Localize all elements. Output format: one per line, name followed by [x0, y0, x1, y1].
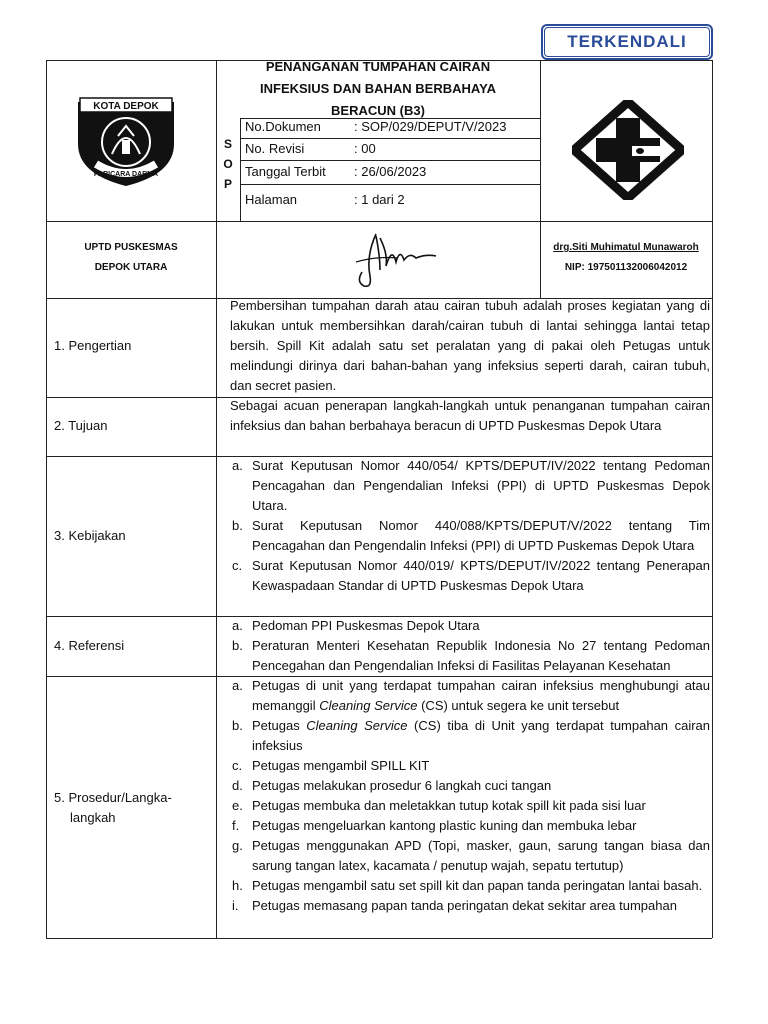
list-text: Surat Keputusan Nomor 440/054/ KPTS/DEPUT/IV/2022 tentang Pedoman Pencagahan dan Pengendalian Infeksi (PPI) di UPTD Puskesmas Depok Utara.: [252, 458, 710, 513]
list-item: e. Petugas membuka dan meletakkan tutup kotak spill kit pada sisi luar: [232, 796, 710, 816]
puskesmas-logo: [572, 100, 684, 200]
terkendali-stamp: [541, 24, 713, 60]
meta-label-tanggal-terbit: Tanggal Terbit: [245, 164, 326, 179]
list-marker: f.: [232, 818, 240, 833]
list-marker: b.: [232, 638, 243, 653]
meta-label-no-dokumen: No.Dokumen: [245, 119, 321, 134]
title-line-1: PENANGANAN TUMPAHAN CAIRAN: [265, 59, 491, 74]
list-text: Peraturan Menteri Kesehatan Republik Indonesia No 27 tentang Pedoman Pencegahan dan Pengendalian Infeksi di Fasilitas Pelayanan Kesehatan: [252, 638, 710, 673]
meta-value-tanggal-terbit: : 26/06/2023: [354, 164, 427, 179]
sop-letter-s: S: [223, 137, 232, 151]
section-label-kebijakan: 3. Kebijakan: [54, 528, 126, 543]
list-item: [232, 636, 710, 676]
list-marker: c.: [232, 558, 243, 573]
list-item: a. Petugas di unit yang terdapat tumpahan cairan infeksius menghubungi atau memanggil Cleaning Service (CS) untuk segera ke unit tersebut: [232, 678, 710, 713]
list-item: g. Petugas menggunakan APD (Topi, masker, gaun, sarung tangan biasa dan sarung tangan latex, kacamata / penutup wajah, sepatu tertutup): [232, 838, 710, 873]
signature: [336, 226, 446, 292]
list-item: [232, 556, 710, 596]
list-text: Surat Keputusan Nomor 440/088/KPTS/DEPUT/V/2022 tentang Tim Pencagahan dan Pengendalin Infeksi (PPI) di UPTD Puskemas Depok Utara: [252, 518, 710, 553]
list-marker: a.: [232, 678, 243, 693]
title-line-2: INFEKSIUS DAN BAHAN BERBAHAYA: [260, 81, 496, 96]
prosedur-list: [232, 676, 710, 916]
section-label-pengertian: 1. Pengertian: [54, 338, 132, 353]
list-marker: i.: [232, 898, 239, 913]
document-title: [216, 56, 540, 122]
list-marker: a.: [232, 458, 243, 473]
signer-nip: NIP: 197501132006042012: [564, 262, 688, 273]
section-text-tujuan: Sebagai acuan penerapan langkah-langkah untuk penanganan tumpahan cairan infeksius dan bahan berbahaya beracun di UPTD Puskesmas Depok Utara: [230, 398, 710, 433]
signer-name: drg.Siti Muhimatul Munawaroh: [553, 242, 699, 253]
list-marker: d.: [232, 778, 243, 793]
list-text: Surat Keputusan Nomor 440/019/ KPTS/DEPUT/IV/2022 tentang Penerapan Kewaspadaan Standar di UPTD Puskesmas Depok Utara: [252, 558, 710, 593]
list-item: [232, 616, 710, 636]
sop-letter-o: O: [223, 157, 233, 171]
referensi-list: [232, 616, 710, 676]
list-marker: b.: [232, 518, 243, 533]
meta-label-no-revisi: No. Revisi: [245, 141, 305, 156]
kebijakan-list: [232, 456, 710, 596]
org-line-2: DEPOK UTARA: [94, 262, 168, 273]
list-item: [232, 456, 710, 516]
signer-block: [540, 238, 712, 278]
sop-letter-p: P: [223, 177, 232, 191]
list-text: Pedoman PPI Puskesmas Depok Utara: [252, 618, 480, 633]
prosedur-label-line-2: langkah: [70, 810, 116, 825]
svg-text:PARICARA DARMA: PARICARA DARMA: [93, 171, 159, 178]
prosedur-label-line-1: 5. Prosedur/Langka-: [54, 790, 172, 805]
list-marker: a.: [232, 618, 243, 633]
list-item: f. Petugas mengeluarkan kantong plastic kuning dan membuka lebar: [232, 816, 710, 836]
section-label-prosedur: [54, 788, 172, 828]
meta-value-no-revisi: : 00: [354, 141, 376, 156]
list-marker: h.: [232, 878, 243, 893]
list-item: c. Petugas mengambil SPILL KIT: [232, 756, 710, 776]
org-name: [46, 238, 216, 278]
list-item: i. Petugas memasang papan tanda peringatan dekat sekitar area tumpahan: [232, 896, 710, 916]
list-marker: c.: [232, 758, 243, 773]
stamp-text: TERKENDALI: [544, 27, 710, 57]
kota-depok-logo: [74, 96, 178, 188]
list-item: [232, 516, 710, 556]
list-item: h. Petugas mengambil satu set spill kit dan papan tanda peringatan lantai basah.: [232, 876, 710, 896]
list-marker: e.: [232, 798, 243, 813]
section-text-pengertian: Pembersihan tumpahan darah atau cairan tubuh adalah proses kegiatan yang di lakukan untuk membersihkan darah/cairan tubuh di lantai sehingga lantai tetap bersih. Spill Kit adalah satu set peralatan yang di pakai oleh Petugas untuk melindungi dirinya dari bahan-bahan yang infeksius seperti darah, cairan tubuh, dan secret pasien.: [230, 298, 710, 393]
org-line-1: UPTD PUSKESMAS: [84, 242, 178, 253]
list-item: d. Petugas melakukan prosedur 6 langkah cuci tangan: [232, 776, 710, 796]
list-marker: g.: [232, 838, 243, 853]
section-label-tujuan: 2. Tujuan: [54, 418, 108, 433]
section-label-referensi: 4. Referensi: [54, 638, 125, 653]
list-item: b. Petugas Cleaning Service (CS) tiba di Unit yang terdapat tumpahan cairan infeksius: [232, 718, 710, 753]
meta-value-no-dokumen: : SOP/029/DEPUT/V/2023: [354, 119, 507, 134]
list-marker: b.: [232, 718, 243, 733]
meta-value-halaman: : 1 dari 2: [354, 192, 405, 207]
svg-text:KOTA DEPOK: KOTA DEPOK: [93, 101, 159, 112]
title-line-3: BERACUN (B3): [331, 103, 425, 118]
meta-label-halaman: Halaman: [245, 192, 298, 207]
